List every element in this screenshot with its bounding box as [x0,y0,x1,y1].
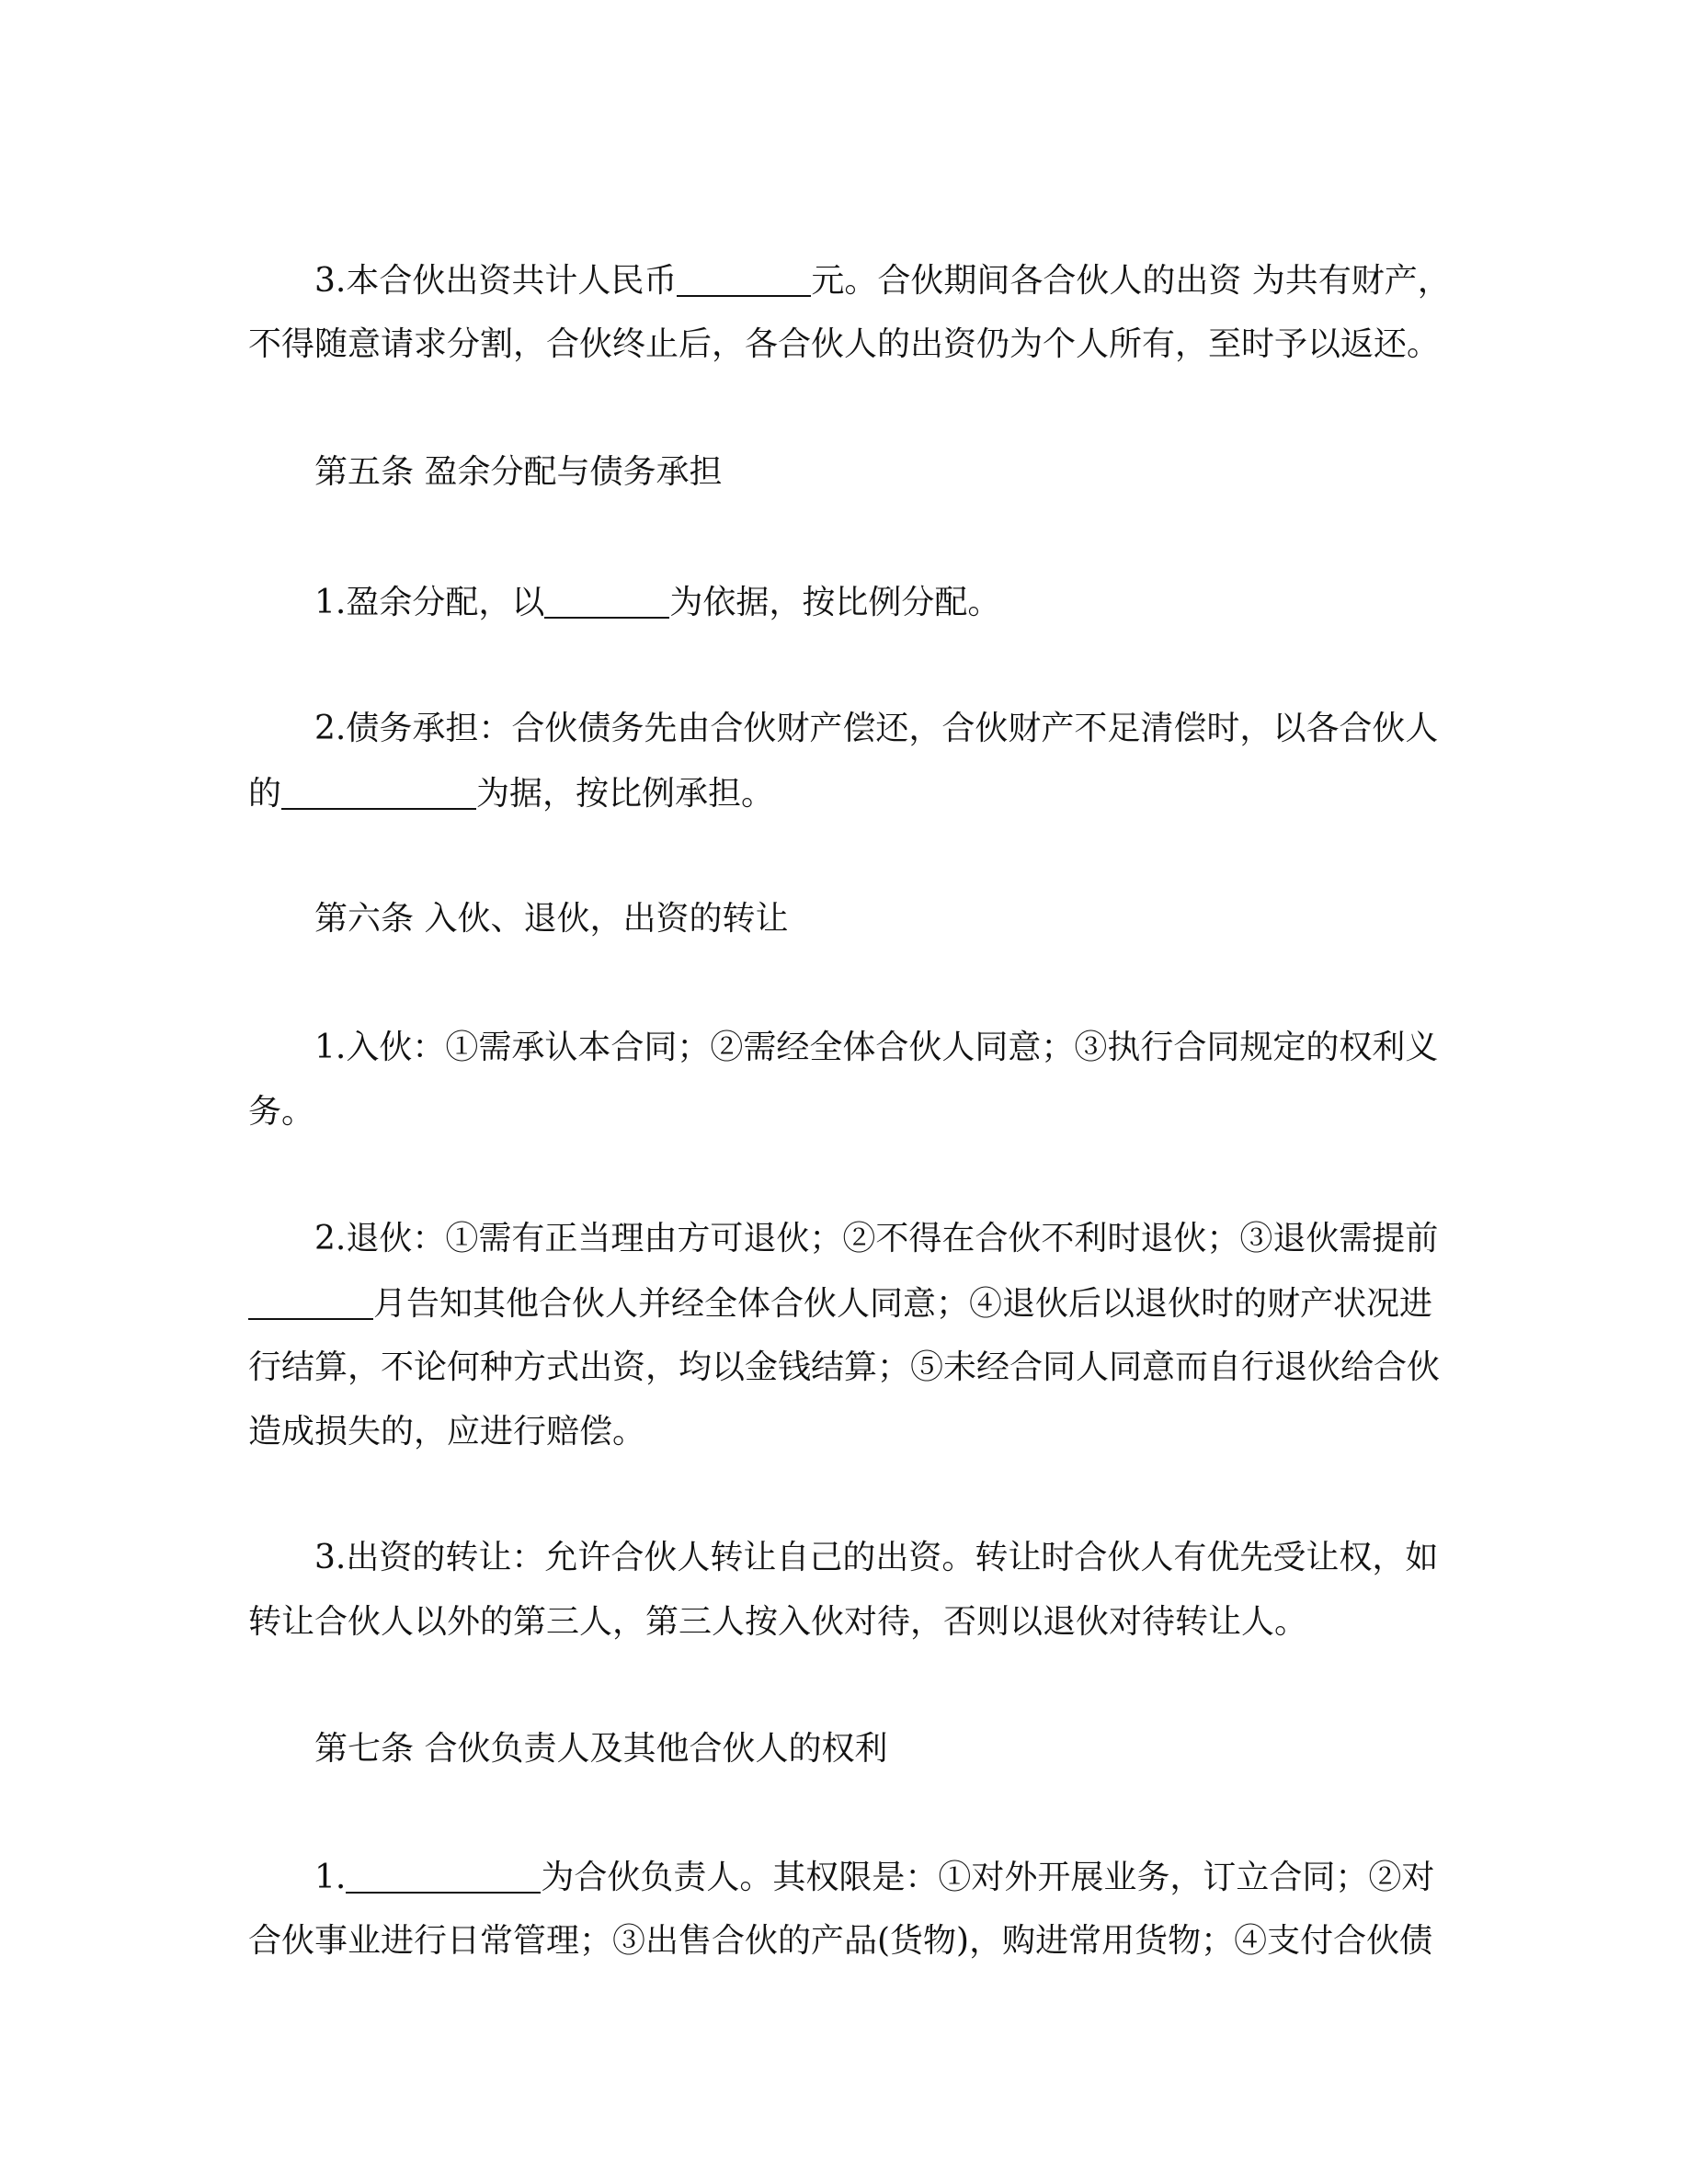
article7-heading: 第七条 合伙负责人及其他合伙人的权利 [314,1730,888,1768]
article7-item1-line-2: 合伙事业进行日常管理；③出售合伙的产品(货物)，购进常用货物；④支付合伙债 [248,1922,1433,1960]
article5-item2-text-b: 为据，按比例承担。 [476,775,775,813]
article6-item2-line-3: 行结算，不论何种方式出资，均以金钱结算；⑤未经合同人同意而自行退伙给合伙 [248,1348,1441,1386]
article5-item2-text-a: 的 [248,775,282,813]
article6-heading: 第六条 入伙、退伙，出资的转让 [314,900,789,938]
article6-item2-line-1: 2.退伙：①需有正当理由方可退伙；②不得在合伙不利时退伙；③退伙需提前 [314,1220,1439,1257]
article5-item2-line-1: 2.债务承担：合伙债务先由合伙财产偿还，合伙财产不足清偿时，以各合伙人 [314,710,1439,747]
article5-item2-line-2 [248,766,1443,821]
capital-text-a: 3.本合伙出资共计人民币 [314,262,678,300]
article6-item2-text-b: 月告知其他合伙人并经全体合伙人同意；④退伙后以退伙时的财产状况进 [373,1285,1433,1323]
manager-name-blank [346,1855,541,1894]
article6-item3-line-1: 3.出资的转让：允许合伙人转让自己的出资。转让时合伙人有优先受让权，如 [314,1539,1439,1576]
article6-item2-line-4: 造成损失的，应进行赔偿。 [248,1413,646,1450]
article7-item1-text-a: 1. [314,1859,347,1896]
capital-line-2: 不得随意请求分割，合伙终止后，各合伙人的出资仍为个人所有，至时予以返还。 [248,325,1441,363]
notice-months-blank [248,1281,373,1320]
article5-item1 [314,574,1510,630]
article7-item1-text-b: 为合伙负责人。其权限是：①对外开展业务，订立合同；②对 [541,1859,1435,1896]
article6-item2-line-2 [248,1276,1443,1331]
article6-item1-line-2: 务。 [248,1093,315,1131]
debt-basis-blank [281,771,476,810]
article7-item1-line-1 [314,1849,1510,1905]
capital-text-b: 元。合伙期间各合伙人的出资 为共有财产， [811,262,1451,300]
article5-heading: 第五条 盈余分配与债务承担 [314,453,723,491]
profit-basis-blank [544,580,669,619]
article5-item1-text-a: 1.盈余分配，以 [314,584,545,621]
capital-line-1 [314,253,1510,308]
capital-amount-blank [677,258,811,297]
article5-item1-text-b: 为依据，按比例分配。 [669,584,1001,621]
article6-item1-line-1: 1.入伙：①需承认本合同；②需经全体合伙人同意；③执行合同规定的权利义 [314,1029,1439,1066]
article6-item3-line-2: 转让合伙人以外的第三人，第三人按入伙对待，否则以退伙对待转让人。 [248,1603,1308,1641]
